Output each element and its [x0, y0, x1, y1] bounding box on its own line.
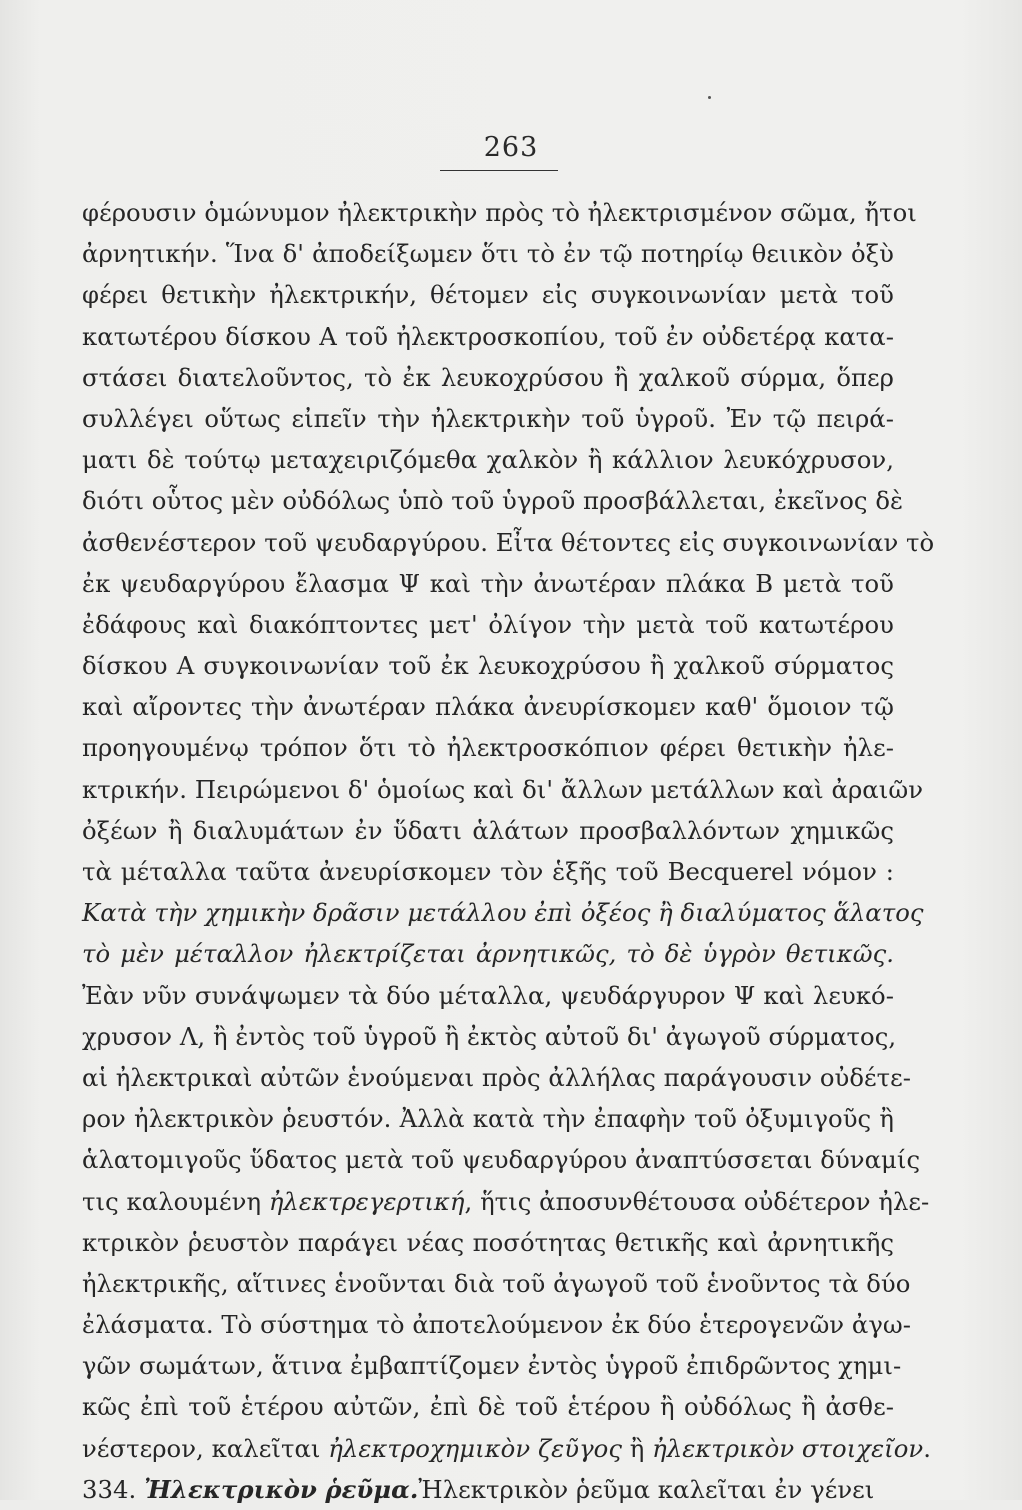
text-line	[82, 1181, 930, 1222]
text-line: φέρουσιν ὁμώνυμον ἠλεκτρικὴν πρὸς τὸ ἠλεκτρισμένον σῶμα, ἤτοι	[82, 198, 917, 227]
text-line: ἀρνητικήν. Ἵνα δ' ἀποδείξωμεν ὅτι τὸ ἐν τῷ ποτηρίῳ θειικὸν ὀξὺ	[82, 239, 894, 269]
text-line: ματι δὲ τούτῳ μεταχειριζόμεθα χαλκὸν ἢ κάλλιον λευκόχρυσον,	[82, 445, 894, 475]
text-line: ἐλάσματα. Τὸ σύστημα τὸ ἀποτελούμενον ἐκ δύο ἑτερογενῶν ἀγω-	[82, 1310, 912, 1340]
text-line: καὶ αἴροντες τὴν ἀνωτέραν πλάκα ἀνευρίσκομεν καθ' ὅμοιον τῷ	[82, 692, 894, 722]
text-segment: τις καλουμένη	[82, 1186, 269, 1216]
text-line: διότι οὗτος μὲν οὐδόλως ὑπὸ τοῦ ὑγροῦ προσβάλλεται, ἐκεῖνος δὲ	[82, 486, 904, 516]
text-segment: 334.	[82, 1474, 145, 1504]
text-line: τὸ μὲν μέταλλον ἠλεκτρίζεται ἀρνητικῶς, τὸ δὲ ὑγρὸν θετικῶς.	[82, 939, 894, 969]
text-line	[82, 1428, 932, 1469]
text-line: κῶς ἐπὶ τοῦ ἑτέρου αὐτῶν, ἐπὶ δὲ τοῦ ἑτέρου ἢ οὐδόλως ἢ ἀσθε-	[82, 1392, 894, 1422]
text-line: Κατὰ τὴν χημικὴν δρᾶσιν μετάλλου ἐπὶ ὀξέος ἢ διαλύματος ἅλατος	[82, 898, 924, 928]
text-line: ρον ἠλεκτρικὸν ῥευστόν. Ἀλλὰ κατὰ τὴν ἐπαφὴν τοῦ ὀξυμιγοῦς ἢ	[82, 1104, 894, 1134]
text-segment: ἢ	[621, 1433, 653, 1463]
text-line: προηγουμένῳ τρόπον ὅτι τὸ ἠλεκτροσκόπιον φέρει θετικὴν ἠλε-	[82, 733, 894, 763]
text-segment: Ἠλεκτρικὸν ῥεῦμα.	[144, 1474, 419, 1504]
text-line: γῶν σωμάτων, ἅτινα ἐμβαπτίζομεν ἐντὸς ὑγροῦ ἐπιδρῶντος χημι-	[82, 1351, 902, 1381]
text-line: συλλέγει οὕτως εἰπεῖν τὴν ἠλεκτρικὴν τοῦ ὑγροῦ. Ἐν τῷ πειρά-	[82, 403, 894, 433]
text-line: ὀξέων ἢ διαλυμάτων ἐν ὕδατι ἁλάτων προσβαλλόντων χημικῶς	[82, 815, 894, 845]
text-line: τὰ μέταλλα ταῦτα ἀνευρίσκομεν τὸν ἑξῆς τοῦ Becquerel νόμον :	[82, 857, 894, 886]
text-line: δίσκου Α συγκοινωνίαν τοῦ ἐκ λευκοχρύσου ἢ χαλκοῦ σύρματος	[82, 651, 894, 681]
text-line: ἀσθενέστερον τοῦ ψευδαργύρου. Εἶτα θέτοντες εἰς συγκοινωνίαν τὸ	[82, 527, 935, 557]
text-line: ἁλατομιγοῦς ὕδατος μετὰ τοῦ ψευδαργύρου ἀναπτύσσεται δύναμίς	[82, 1145, 921, 1175]
text-segment: ἠλεκτρικὸν στοιχεῖον	[652, 1433, 924, 1463]
body-text	[82, 192, 935, 1510]
page-number: 263	[483, 132, 539, 163]
text-line: κτρικὸν ῥευστὸν παράγει νέας ποσότητας θετικῆς καὶ ἀρνητικῆς	[82, 1227, 894, 1257]
text-line: Ἐὰν νῦν συνάψωμεν τὰ δύο μέταλλα, ψευδάργυρον Ψ καὶ λευκό-	[82, 980, 894, 1010]
text-line: φέρει θετικὴν ἠλεκτρικήν, θέτομεν εἰς συγκοινωνίαν μετὰ τοῦ	[82, 280, 894, 310]
text-line: στάσει διατελοῦντος, τὸ ἐκ λευκοχρύσου ἢ χαλκοῦ σύρμα, ὅπερ	[82, 362, 894, 392]
text-line: αἱ ἠλεκτρικαὶ αὐτῶν ἑνούμεναι πρὸς ἀλλήλας παράγουσιν οὐδέτε-	[82, 1062, 912, 1092]
page-speck	[708, 96, 711, 99]
text-line	[82, 1469, 894, 1510]
text-line: ἐδάφους καὶ διακόπτοντες μετ' ὀλίγον τὴν μετὰ τοῦ κατωτέρου	[82, 609, 894, 639]
header-rule	[440, 170, 558, 171]
text-line: ἐκ ψευδαργύρου ἔλασμα Ψ καὶ τὴν ἀνωτέραν πλάκα Β μετὰ τοῦ	[82, 568, 894, 598]
text-line: κατωτέρου δίσκου Α τοῦ ἠλεκτροσκοπίου, τοῦ ἐν οὐδετέρᾳ κατα-	[82, 321, 894, 351]
text-line: κτρικήν. Πειρώμενοι δ' ὁμοίως καὶ δι' ἄλλων μετάλλων καὶ ἀραιῶν	[82, 774, 924, 804]
text-segment: ἠλεκτροχημικὸν ζεῦγος	[328, 1433, 622, 1463]
text-segment: Ἠλεκτρικὸν ῥεῦμα καλεῖται ἐν γένει	[418, 1474, 875, 1504]
text-segment: ἠλεκτρεγερτική	[268, 1186, 465, 1216]
text-line: ἠλεκτρικῆς, αἵτινες ἑνοῦνται διὰ τοῦ ἀγωγοῦ τοῦ ἑνοῦντος τὰ δύο	[82, 1268, 911, 1298]
text-line: χρυσον Λ, ἢ ἐντὸς τοῦ ὑγροῦ ἢ ἐκτὸς αὐτοῦ δι' ἀγωγοῦ σύρματος,	[82, 1021, 897, 1051]
text-segment: .	[923, 1433, 932, 1463]
text-segment: , ἥτις ἀποσυνθέτουσα οὐδέτερον ἠλε-	[464, 1186, 930, 1216]
text-segment: νέστερον, καλεῖται	[82, 1433, 329, 1463]
